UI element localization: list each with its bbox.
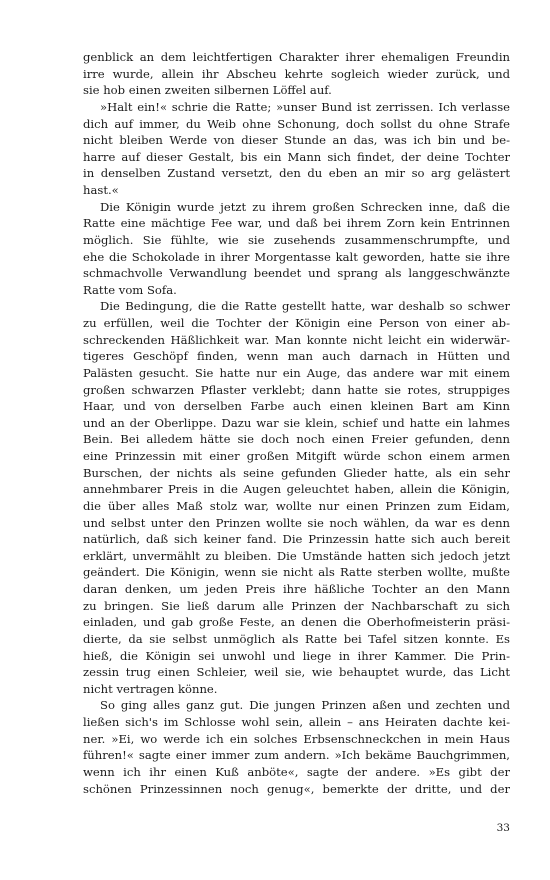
text-line: großen schwarzen Pflaster verklebt; dann hatte sie rotes, struppiges — [83, 382, 510, 397]
paragraph — [83, 49, 510, 99]
text-line: hieß, die Königin sei unwohl und liege in ihrer Kammer. Die Prin- — [83, 648, 510, 663]
text-line: die über alles Maß stolz war, wollte nur einen Prinzen zum Eidam, — [83, 498, 510, 513]
text-line: hast.« — [83, 183, 119, 197]
paragraph — [83, 697, 510, 797]
text-line: natürlich, daß sich keiner fand. Die Prinzessin hatte sich auch bereit — [83, 532, 510, 547]
text-line: sie hob einen zweiten silbernen Löffel auf. — [83, 83, 332, 98]
text-line: »Halt ein!« schrie die Ratte; »unser Bund ist zerrissen. Ich verlasse — [100, 99, 510, 114]
text-line: möglich. Sie fühlte, wie sie zusehends zusammenschrumpfte, und — [83, 232, 510, 247]
body-text — [83, 49, 510, 797]
text-line: erklärt, unvermählt zu bleiben. Die Umstände hatten sich jedoch jetzt — [83, 548, 510, 563]
text-line: Burschen, der nichts als seine gefunden Glieder hatte, als ein sehr — [83, 465, 510, 480]
text-line: genblick an dem leichtfertigen Charakter ihrer ehemaligen Freundin — [83, 50, 510, 64]
text-line: schreckenden Häßlichkeit war. Man konnte nicht leicht ein widerwär- — [83, 332, 510, 347]
text-line: Bein. Bei alledem hätte sie doch noch einen Freier gefunden, denn — [83, 432, 510, 447]
text-line: eine Prinzessin mit einer großen Mitgift würde schon einem armen — [83, 449, 510, 463]
text-line: zu erfüllen, weil die Tochter der Königin eine Person von einer ab- — [83, 316, 510, 330]
text-line: Haar, und von derselben Farbe auch einen kleinen Bart am Kinn — [83, 399, 510, 414]
text-line: Die Königin wurde jetzt zu ihrem großen Schrecken inne, daß die — [100, 199, 510, 214]
paragraph — [83, 199, 510, 299]
text-line: irre wurde, allein ihr Abscheu kehrte sogleich wieder zurück, und — [83, 66, 510, 81]
text-line: wenn ich ihr einen Kuß anböte«, sagte der andere. »Es gibt der — [83, 764, 510, 779]
text-line: schönen Prinzessinnen noch genug«, bemerkte der dritte, und der — [83, 781, 510, 796]
text-line: nicht vertragen könne. — [83, 681, 218, 696]
text-line: Die Bedingung, die die Ratte gestellt hatte, war deshalb so schwer — [100, 299, 510, 314]
text-line: dich auf immer, du Weib ohne Schonung, doch sollst du ohne Strafe — [83, 116, 510, 131]
text-line: daran denken, um jeden Preis ihre häßliche Tochter an den Mann — [83, 582, 510, 596]
text-line: nicht bleiben Werde von dieser Stunde an das, was ich bin und be- — [83, 133, 510, 148]
text-line: ehe die Schokolade in ihrer Morgentasse kalt geworden, hatte sie ihre — [83, 249, 510, 264]
text-line: Palästen gesucht. Sie hatte nur ein Auge, das andere war mit einem — [83, 365, 510, 380]
text-line: ließen sich's im Schlosse wohl sein, allein – ans Heiraten dachte kei- — [83, 715, 510, 729]
text-line: schmachvolle Verwandlung beendet und sprang als langgeschwänzte — [83, 266, 510, 281]
paragraph — [83, 298, 510, 697]
text-line: führen!« sagte einer immer zum andern. »Ich bekäme Bauchgrimmen, — [83, 748, 510, 763]
text-line: geändert. Die Königin, wenn sie nicht als Ratte sterben wollte, mußte — [83, 565, 510, 580]
text-line: annehmbarer Preis in die Augen geleuchtet haben, allein die Königin, — [83, 482, 510, 497]
text-line: einladen, und gab große Feste, an denen die Oberhofmeisterin präsi- — [83, 615, 510, 630]
text-line: in denselben Zustand versetzt, den du eben an mir so arg gelästert — [83, 166, 510, 181]
text-line: und an der Oberlippe. Dazu war sie klein, schief und hatte ein lahmes — [83, 415, 510, 430]
text-line: dierte, da sie selbst unmöglich als Ratte bei Tafel sitzen konnte. Es — [83, 631, 510, 646]
paragraph — [83, 99, 510, 199]
page-number: 33 — [496, 822, 510, 834]
text-line: Ratte eine mächtige Fee war, und daß bei ihrem Zorn kein Entrinnen — [83, 216, 510, 231]
text-line: harre auf dieser Gestalt, bis ein Mann sich findet, der deine Tochter — [83, 149, 510, 164]
text-line: Ratte vom Sofa. — [83, 282, 177, 297]
text-line: und selbst unter den Prinzen wollte sie noch wählen, da war es denn — [83, 515, 510, 530]
text-line: So ging alles ganz gut. Die jungen Prinzen aßen und zechten und — [100, 698, 510, 713]
text-line: zessin trug einen Schleier, weil sie, wie behauptet wurde, das Licht — [83, 665, 510, 680]
text-line: tigeres Geschöpf finden, wenn man auch darnach in Hütten und — [83, 349, 510, 364]
text-line: ner. »Ei, wo werde ich ein solches Erbsenschneckchen in mein Haus — [83, 731, 510, 746]
text-line: zu bringen. Sie ließ darum alle Prinzen der Nachbarschaft zu sich — [83, 598, 510, 613]
